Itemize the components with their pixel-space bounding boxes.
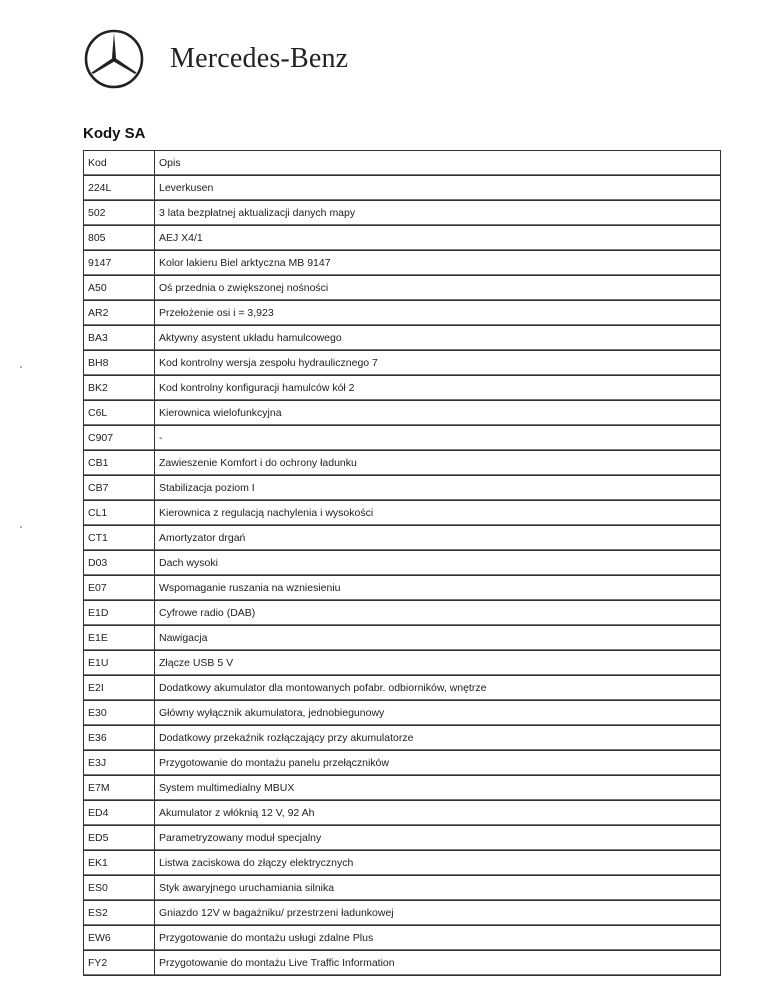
table-row xyxy=(84,751,721,776)
table-row xyxy=(84,701,721,726)
description-cell: Akumulator z włóknią 12 V, 92 Ah xyxy=(155,801,721,826)
description-cell: Kierownica wielofunkcyjna xyxy=(155,401,721,426)
code-cell: D03 xyxy=(84,551,155,576)
code-cell: E1D xyxy=(84,601,155,626)
description-cell: Dodatkowy akumulator dla montowanych pofabr. odbiorników, wnętrze xyxy=(155,676,721,701)
description-cell: Kierownica z regulacją nachylenia i wysokości xyxy=(155,501,721,526)
description-cell: Aktywny asystent układu hamulcowego xyxy=(155,326,721,351)
table-header-row xyxy=(84,151,721,176)
table-row xyxy=(84,826,721,851)
description-cell: Kod kontrolny konfiguracji hamulców kół 2 xyxy=(155,376,721,401)
table-row xyxy=(84,676,721,701)
table-row xyxy=(84,876,721,901)
table-row xyxy=(84,426,721,451)
column-header-description: Opis xyxy=(155,151,721,176)
description-cell: Oś przednia o zwiększonej nośności xyxy=(155,276,721,301)
code-cell: CB7 xyxy=(84,476,155,501)
decorative-dot xyxy=(20,366,22,368)
description-cell: 3 lata bezpłatnej aktualizacji danych mapy xyxy=(155,201,721,226)
code-cell: ES2 xyxy=(84,901,155,926)
table-row xyxy=(84,351,721,376)
description-cell: - xyxy=(155,426,721,451)
section-title: Kody SA xyxy=(83,125,146,142)
table-row xyxy=(84,951,721,976)
table-row xyxy=(84,576,721,601)
table-row xyxy=(84,326,721,351)
code-cell: C6L xyxy=(84,401,155,426)
table-row xyxy=(84,601,721,626)
description-cell: Przygotowanie do montażu usługi zdalne Plus xyxy=(155,926,721,951)
table-row xyxy=(84,251,721,276)
description-cell: AEJ X4/1 xyxy=(155,226,721,251)
description-cell: Gniazdo 12V w bagażniku/ przestrzeni ładunkowej xyxy=(155,901,721,926)
code-cell: C907 xyxy=(84,426,155,451)
code-cell: BH8 xyxy=(84,351,155,376)
description-cell: Przełożenie osi i = 3,923 xyxy=(155,301,721,326)
table-row xyxy=(84,926,721,951)
description-cell: Dach wysoki xyxy=(155,551,721,576)
table-row xyxy=(84,226,721,251)
code-cell: E36 xyxy=(84,726,155,751)
code-cell: BA3 xyxy=(84,326,155,351)
table-row xyxy=(84,851,721,876)
code-cell: CB1 xyxy=(84,451,155,476)
description-cell: Styk awaryjnego uruchamiania silnika xyxy=(155,876,721,901)
description-cell: Listwa zaciskowa do złączy elektrycznych xyxy=(155,851,721,876)
code-cell: ED5 xyxy=(84,826,155,851)
table-row xyxy=(84,376,721,401)
description-cell: System multimedialny MBUX xyxy=(155,776,721,801)
description-cell: Złącze USB 5 V xyxy=(155,651,721,676)
code-cell: ED4 xyxy=(84,801,155,826)
description-cell: Dodatkowy przekaźnik rozłączający przy akumulatorze xyxy=(155,726,721,751)
code-cell: 805 xyxy=(84,226,155,251)
description-cell: Wspomaganie ruszania na wzniesieniu xyxy=(155,576,721,601)
code-cell: E7M xyxy=(84,776,155,801)
code-cell: E2I xyxy=(84,676,155,701)
code-cell: A50 xyxy=(84,276,155,301)
table-row xyxy=(84,626,721,651)
table-row xyxy=(84,551,721,576)
table-row xyxy=(84,176,721,201)
description-cell: Leverkusen xyxy=(155,176,721,201)
brand-name: Mercedes-Benz xyxy=(170,43,349,74)
column-header-code: Kod xyxy=(84,151,155,176)
description-cell: Amortyzator drgań xyxy=(155,526,721,551)
table-row xyxy=(84,451,721,476)
table-row xyxy=(84,801,721,826)
description-cell: Zawieszenie Komfort i do ochrony ładunku xyxy=(155,451,721,476)
table-row xyxy=(84,726,721,751)
code-cell: EW6 xyxy=(84,926,155,951)
header xyxy=(84,28,348,90)
description-cell: Główny wyłącznik akumulatora, jednobiegunowy xyxy=(155,701,721,726)
table-row xyxy=(84,301,721,326)
sa-codes-table xyxy=(83,150,721,976)
description-cell: Cyfrowe radio (DAB) xyxy=(155,601,721,626)
description-cell: Stabilizacja poziom I xyxy=(155,476,721,501)
code-cell: BK2 xyxy=(84,376,155,401)
code-cell: E07 xyxy=(84,576,155,601)
code-cell: 224L xyxy=(84,176,155,201)
table-row xyxy=(84,276,721,301)
code-cell: E1U xyxy=(84,651,155,676)
code-cell: CL1 xyxy=(84,501,155,526)
code-cell: 9147 xyxy=(84,251,155,276)
code-cell: E30 xyxy=(84,701,155,726)
mercedes-star-icon xyxy=(84,29,144,89)
description-cell: Nawigacja xyxy=(155,626,721,651)
code-cell: FY2 xyxy=(84,951,155,976)
description-cell: Kod kontrolny wersja zespołu hydraulicznego 7 xyxy=(155,351,721,376)
table-row xyxy=(84,651,721,676)
code-cell: CT1 xyxy=(84,526,155,551)
code-cell: EK1 xyxy=(84,851,155,876)
description-cell: Przygotowanie do montażu Live Traffic Information xyxy=(155,951,721,976)
description-cell: Parametryzowany moduł specjalny xyxy=(155,826,721,851)
code-cell: AR2 xyxy=(84,301,155,326)
table-row xyxy=(84,401,721,426)
code-cell: E1E xyxy=(84,626,155,651)
decorative-dot xyxy=(20,526,22,528)
table-row xyxy=(84,776,721,801)
table-row xyxy=(84,501,721,526)
description-cell: Przygotowanie do montażu panelu przełączników xyxy=(155,751,721,776)
table-row xyxy=(84,526,721,551)
code-cell: E3J xyxy=(84,751,155,776)
code-cell: 502 xyxy=(84,201,155,226)
table-row xyxy=(84,201,721,226)
table-row xyxy=(84,901,721,926)
description-cell: Kolor lakieru Biel arktyczna MB 9147 xyxy=(155,251,721,276)
table-row xyxy=(84,476,721,501)
code-cell: ES0 xyxy=(84,876,155,901)
